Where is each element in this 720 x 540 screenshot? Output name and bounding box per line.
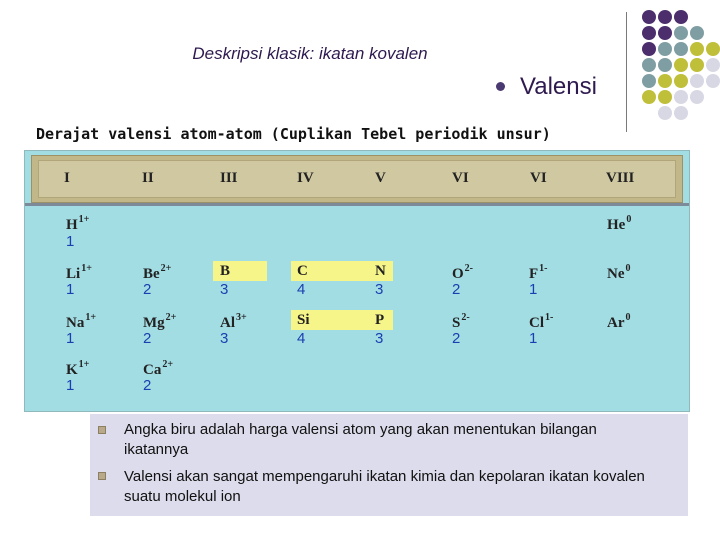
valence-value: 3 [375,330,384,347]
decor-dot [674,90,688,104]
group-header: V [375,170,386,186]
decor-dot [658,74,672,88]
element-symbol: P [375,312,385,328]
element-symbol: $Li^{1+}$ [66,263,92,282]
decor-dot [706,42,720,56]
element-symbol: Ar$^0$ [607,312,631,331]
decor-dot [642,58,656,72]
element-symbol: $Mg^{2+}$ [143,312,177,331]
valence-table [24,150,690,412]
header-separator [25,203,689,206]
valence-value: 1 [529,330,538,347]
decor-dot [674,58,688,72]
valence-value: 2 [143,330,152,347]
valence-value: 1 [66,281,75,298]
element-symbol: N [375,263,386,279]
decor-dot [674,26,688,40]
element-symbol: $Na^{1+}$ [66,312,97,331]
decor-dot [706,58,720,72]
note-text: Valensi akan sangat mempengaruhi ikatan kimia dan kepolaran ikatan kovalen suatu molekul ion [124,468,645,505]
decor-dot [690,58,704,72]
valence-value: 3 [375,281,384,298]
element-symbol: $F^{1-}$ [529,263,548,282]
valence-value: 4 [297,330,306,347]
element-symbol: $S^{2-}$ [452,312,470,331]
decor-dot [642,26,656,40]
group-header: VIII [606,170,635,186]
decor-dot [642,42,656,56]
element-symbol: C [297,263,308,279]
element-symbol: $Be^{2+}$ [143,263,172,282]
bullet-icon [98,426,106,434]
decor-dot [658,42,672,56]
valence-value: 2 [143,281,152,298]
group-header: III [220,170,238,186]
decor-dot [642,74,656,88]
decor-dot [658,90,672,104]
element-symbol: Si [297,312,310,328]
element-symbol: $Cl^{1-}$ [529,312,554,331]
element-symbol: $Ca^{2+}$ [143,359,174,378]
slide-subtitle: Valensi [520,73,597,100]
group-header: VI [530,170,547,186]
valence-value: 1 [66,330,75,347]
decor-dot [642,10,656,24]
bullet-icon [98,472,106,480]
decor-dot [706,74,720,88]
group-header: II [142,170,154,186]
element-symbol: $Al^{3+}$ [220,312,247,331]
decor-dot [658,10,672,24]
valence-value: 4 [297,281,306,298]
decor-dot [674,106,688,120]
decor-dot [690,26,704,40]
decor-dot [674,74,688,88]
element-symbol: He$^0$ [607,214,632,233]
element-symbol: $H^{1+}$ [66,214,90,233]
table-header [31,155,683,203]
valence-value: 1 [66,377,75,394]
group-header: VI [452,170,469,186]
group-header: I [64,170,70,186]
decor-dot [642,90,656,104]
decor-dot [658,58,672,72]
element-symbol: $K^{1+}$ [66,359,90,378]
decor-dot [690,42,704,56]
decor-dot [690,90,704,104]
element-symbol: Ne$^0$ [607,263,631,282]
element-symbol: B [220,263,231,279]
decorative-dot-grid [640,10,720,120]
decor-dot [690,74,704,88]
valence-value: 2 [143,377,152,394]
valence-value: 2 [452,330,461,347]
decor-dot [674,10,688,24]
slide-title: Deskripsi klasik: ikatan kovalen [192,44,428,63]
note-text: Angka biru adalah harga valensi atom yang akan menentukan bilangan ikatannya [124,421,597,458]
valence-value: 2 [452,281,461,298]
valence-value: 1 [529,281,538,298]
decor-dot [674,42,688,56]
decor-dot [658,26,672,40]
valence-value: 3 [220,281,229,298]
bullet-icon [496,82,505,91]
section-heading: Derajat valensi atom-atom (Cuplikan Tebel periodik unsur) [36,125,551,143]
divider-line [626,12,627,132]
element-symbol: $O^{2-}$ [452,263,474,282]
group-header: IV [297,170,314,186]
valence-value: 3 [220,330,229,347]
valence-value: 1 [66,233,75,250]
decor-dot [658,106,672,120]
